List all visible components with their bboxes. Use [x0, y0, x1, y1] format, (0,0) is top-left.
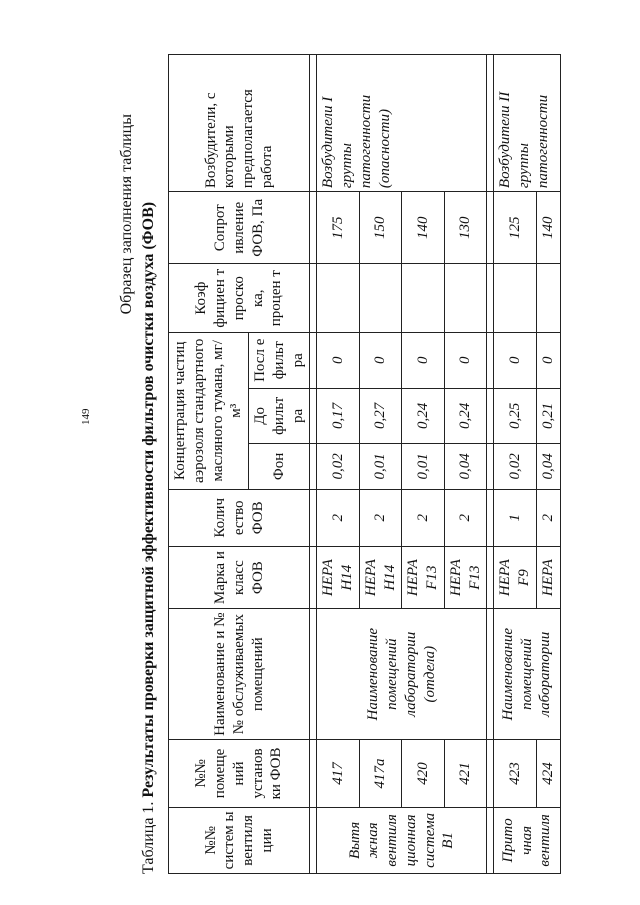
resistance-cell: 150 [359, 192, 402, 264]
brand-cell: НЕРА Н14 [317, 547, 360, 609]
brand-cell: НЕРА F13 [402, 547, 445, 609]
table-caption [140, 202, 158, 874]
after-cell: 0 [536, 332, 560, 388]
coef-cell [536, 264, 560, 333]
after-cell: 0 [317, 332, 360, 388]
header-resistance: Сопрот ивление ФОВ, Па [169, 192, 310, 264]
background-cell: 0,01 [402, 444, 445, 489]
before-cell: 0,24 [444, 388, 487, 444]
coef-cell [444, 264, 487, 333]
after-cell: 0 [494, 332, 537, 388]
coef-cell [494, 264, 537, 333]
room-name-cell: Наименование помещений лаборатории [494, 609, 560, 740]
resistance-cell: 140 [536, 192, 560, 264]
resistance-cell: 175 [317, 192, 360, 264]
table-row [317, 55, 360, 874]
system-cell: Вытя жная вентиля ционная система В1 [317, 807, 487, 873]
header-room-name: Наименование и №№ обслуживаемых помещений [169, 609, 310, 740]
header-background: Фон [249, 444, 310, 489]
room-no-cell: 417а [359, 740, 402, 808]
header-count: Колич ество ФОВ [169, 489, 310, 546]
background-cell: 0,02 [494, 444, 537, 489]
header-agents: Возбудители, с которыми предполагается работа [169, 55, 310, 192]
background-cell: 0,02 [317, 444, 360, 489]
count-cell: 2 [402, 489, 445, 546]
room-no-cell: 423 [494, 740, 537, 808]
after-cell: 0 [402, 332, 445, 388]
spacer-row [310, 55, 317, 874]
header-before: До фильт ра [249, 388, 310, 444]
caption-title: Результаты проверки защитной эффективности фильтров очистки воздуха (ФОВ) [140, 201, 157, 798]
agents-cell: Возбудители II группы патогенности [494, 55, 560, 192]
room-no-cell: 424 [536, 740, 560, 808]
spacer-row [487, 55, 494, 874]
results-table [168, 54, 561, 874]
sample-label: Образец заполнения таблицы [118, 114, 135, 315]
count-cell: 2 [317, 489, 360, 546]
header-row-1 [169, 55, 249, 874]
brand-cell: НЕРА [536, 547, 560, 609]
caption-prefix: Таблица 1. [140, 801, 157, 874]
before-cell: 0,27 [359, 388, 402, 444]
header-after: Посл е фильт ра [249, 332, 310, 388]
room-name-cell: Наименование помещений лаборатории (отдела) [317, 609, 487, 740]
brand-cell: НЕРА Н14 [359, 547, 402, 609]
before-cell: 0,17 [317, 388, 360, 444]
background-cell: 0,04 [536, 444, 560, 489]
header-system: №№ систем ы вентиля ции [169, 807, 310, 873]
background-cell: 0,04 [444, 444, 487, 489]
system-cell: Прито чная вентиля [494, 807, 560, 873]
after-cell: 0 [444, 332, 487, 388]
coef-cell [317, 264, 360, 333]
count-cell: 2 [536, 489, 560, 546]
agents-cell: Возбудители I группы патогенности (опасности) [317, 55, 487, 192]
brand-cell: НЕРА F13 [444, 547, 487, 609]
before-cell: 0,24 [402, 388, 445, 444]
resistance-cell: 130 [444, 192, 487, 264]
background-cell: 0,01 [359, 444, 402, 489]
room-no-cell: 420 [402, 740, 445, 808]
coef-cell [359, 264, 402, 333]
after-cell: 0 [359, 332, 402, 388]
page-number: 149 [80, 408, 92, 425]
coef-cell [402, 264, 445, 333]
room-no-cell: 417 [317, 740, 360, 808]
before-cell: 0,21 [536, 388, 560, 444]
brand-cell: НЕРА F9 [494, 547, 537, 609]
count-cell: 2 [444, 489, 487, 546]
header-room-no: №№ помеще ний установ ки ФОВ [169, 740, 310, 808]
room-no-cell: 421 [444, 740, 487, 808]
resistance-cell: 125 [494, 192, 537, 264]
header-brand: Марка и класс ФОВ [169, 547, 310, 609]
before-cell: 0,25 [494, 388, 537, 444]
resistance-cell: 140 [402, 192, 445, 264]
rotated-content [118, 54, 638, 874]
count-cell: 1 [494, 489, 537, 546]
table-row [494, 55, 537, 874]
header-concentration: Концентрация частиц аэрозоля стандартного масляного тумана, мг/м³ [169, 332, 249, 489]
header-coef: Коэф фициен т проско ка, процен т [169, 264, 310, 333]
count-cell: 2 [359, 489, 402, 546]
